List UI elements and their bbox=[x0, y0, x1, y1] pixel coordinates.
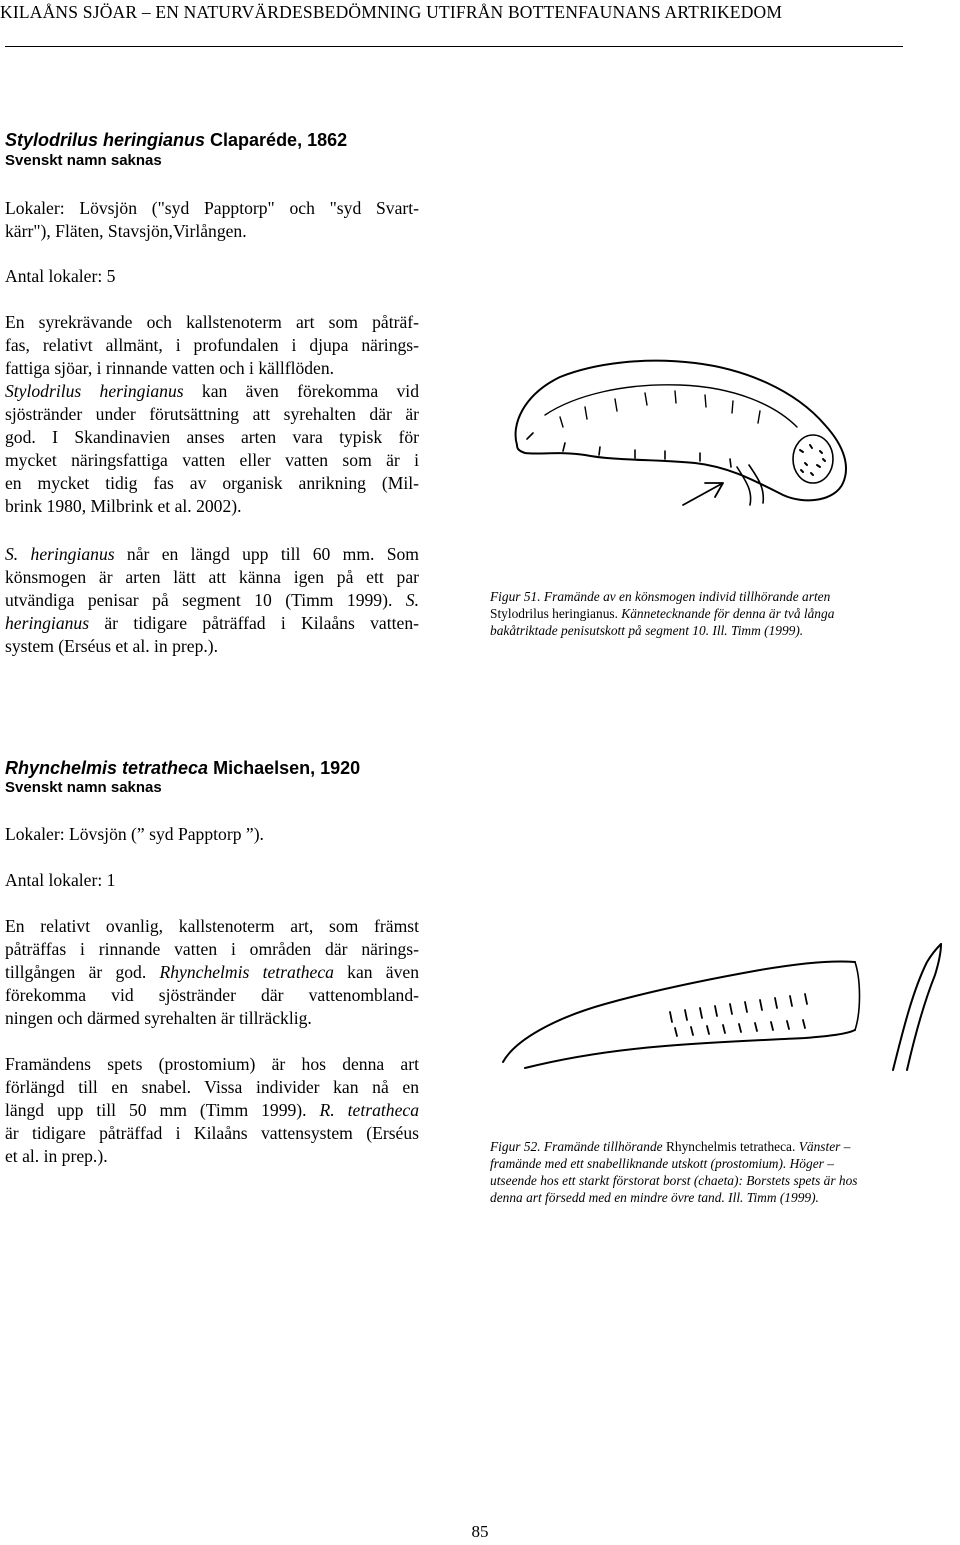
swedish-name-rhynchelmis: Svenskt namn saknas bbox=[5, 779, 162, 796]
running-header: KILAÅNS SJÖAR – EN NATURVÄRDESBEDÖMNING UTIFRÅN BOTTENFAUNANS ARTRIKEDOM bbox=[0, 2, 783, 22]
text-line bbox=[5, 1099, 419, 1122]
figure-52-rhynchelmis-illustration bbox=[495, 940, 945, 1075]
text-line: system (Erséus et al. in prep.). bbox=[5, 636, 219, 656]
description-paragraph-stylodrilus bbox=[5, 311, 419, 518]
text-line: en mycket tidig fas av organisk anrikning (Mil- bbox=[5, 473, 419, 493]
species-name-inline: heringianus bbox=[5, 613, 90, 633]
caption-text: utseende hos ett starkt förstorat borst (chaeta): Borstets spets är hos bbox=[490, 1173, 858, 1188]
text-line bbox=[5, 589, 419, 612]
text-fragment: tillgången är god. bbox=[5, 962, 160, 982]
species-author: Claparéde, 1862 bbox=[205, 130, 348, 150]
antal-lokaler-stylodrilus: Antal lokaler: 5 bbox=[5, 266, 116, 286]
text-fragment: är tidigare påträffad i Kilaåns vatten- bbox=[89, 613, 419, 633]
text-line: ningen och därmed syrehalten är tillräcklig. bbox=[5, 1008, 312, 1028]
species-name-inline: R. tetratheca bbox=[319, 1100, 419, 1120]
caption-text: Kännetecknande för denna är två långa bbox=[617, 606, 835, 621]
species-title-stylodrilus bbox=[5, 129, 347, 151]
caption-line bbox=[490, 1172, 950, 1189]
text-line: Framändens spets (prostomium) är hos denna art bbox=[5, 1054, 419, 1074]
prostomium-paragraph-rhynchelmis bbox=[5, 1053, 419, 1168]
figure-51-caption bbox=[490, 588, 950, 639]
text-line bbox=[5, 380, 419, 403]
size-paragraph-stylodrilus bbox=[5, 543, 419, 658]
text-line: En syrekrävande och kallstenoterm art som påträf- bbox=[5, 312, 419, 332]
figure-51-stylodrilus-illustration bbox=[505, 355, 865, 515]
antal-lokaler-rhynchelmis: Antal lokaler: 1 bbox=[5, 870, 116, 890]
figure-52-caption bbox=[490, 1138, 950, 1206]
caption-text: Vänster – bbox=[795, 1139, 851, 1154]
species-name-inline: S. heringianus bbox=[5, 544, 115, 564]
species-author: Michaelsen, 1920 bbox=[208, 758, 361, 778]
species-name-inline: Stylodrilus heringianus bbox=[5, 381, 184, 401]
caption-text: framände med ett snabelliknande utskott (prostomium). Höger – bbox=[490, 1156, 834, 1171]
text-line: mycket näringsfattiga vatten eller vatten som är i bbox=[5, 450, 419, 470]
text-line: et al. in prep.). bbox=[5, 1146, 108, 1166]
caption-text: denna art försedd med en mindre övre tand. Ill. Timm (1999). bbox=[490, 1190, 819, 1205]
text-fragment: kan även bbox=[333, 962, 419, 982]
text-line: fas, relativt allmänt, i profundalen i djupa närings- bbox=[5, 335, 419, 355]
species-scientific-name: Rhynchelmis tetratheca bbox=[5, 758, 209, 778]
text-line: Lokaler: Lövsjön ("syd Papptorp" och "syd Svart- bbox=[5, 198, 419, 218]
caption-text: Figur 51. Framände av en könsmogen individ tillhörande arten bbox=[490, 589, 831, 604]
text-line: är tidigare påträffad i Kilaåns vattensystem (Erséus bbox=[5, 1123, 419, 1143]
text-fragment: kan även förekomma vid bbox=[183, 381, 419, 401]
lokaler-rhynchelmis: Lokaler: Lövsjön (” syd Papptorp ”). bbox=[5, 824, 264, 844]
caption-species: Stylodrilus heringianus. bbox=[490, 606, 618, 621]
text-line: god. I Skandinavien anses arten vara typisk för bbox=[5, 427, 419, 447]
species-name-inline: Rhynchelmis tetratheca bbox=[159, 962, 334, 982]
species-name-inline: S. bbox=[405, 590, 419, 610]
caption-text: bakåtriktade penisutskott på segment 10. Ill. Timm (1999). bbox=[490, 623, 804, 638]
caption-line bbox=[490, 1138, 950, 1155]
header-rule bbox=[5, 46, 903, 47]
caption-line bbox=[490, 1155, 950, 1172]
species-title-rhynchelmis bbox=[5, 757, 360, 779]
text-fragment: längd upp till 50 mm (Timm 1999). bbox=[5, 1100, 320, 1120]
species-scientific-name: Stylodrilus heringianus bbox=[5, 130, 206, 150]
caption-species: Rhynchelmis tetratheca. bbox=[665, 1139, 796, 1154]
caption-line bbox=[490, 622, 950, 639]
text-line bbox=[5, 612, 419, 635]
text-line bbox=[5, 961, 419, 984]
text-line: kärr"), Fläten, Stavsjön,Virlången. bbox=[5, 221, 247, 241]
swedish-name-stylodrilus: Svenskt namn saknas bbox=[5, 152, 162, 169]
lokaler-stylodrilus bbox=[5, 197, 419, 243]
caption-line bbox=[490, 605, 950, 622]
text-line: förlängd till en snabel. Vissa individer kan nå en bbox=[5, 1077, 419, 1097]
text-line: påträffas i rinnande vatten i områden där närings- bbox=[5, 939, 419, 959]
text-line: sjöstränder under förutsättning att syrehalten där är bbox=[5, 404, 419, 424]
text-line: brink 1980, Milbrink et al. 2002). bbox=[5, 496, 242, 516]
caption-line bbox=[490, 1189, 950, 1206]
text-fragment: når en längd upp till 60 mm. Som bbox=[114, 544, 419, 564]
caption-text: Figur 52. Framände tillhörande bbox=[490, 1139, 666, 1154]
text-line: könsmogen är arten lätt att känna igen på ett par bbox=[5, 567, 419, 587]
description-paragraph-rhynchelmis bbox=[5, 915, 419, 1030]
text-line: En relativt ovanlig, kallstenoterm art, som främst bbox=[5, 916, 419, 936]
text-fragment: utvändiga penisar på segment 10 (Timm 1999). bbox=[5, 590, 406, 610]
text-line bbox=[5, 543, 419, 566]
caption-line bbox=[490, 588, 950, 605]
text-line: förekomma vid sjöstränder där vattenombland- bbox=[5, 985, 419, 1005]
page-number: 85 bbox=[471, 1522, 489, 1541]
text-line: fattiga sjöar, i rinnande vatten och i källflöden. bbox=[5, 358, 335, 378]
